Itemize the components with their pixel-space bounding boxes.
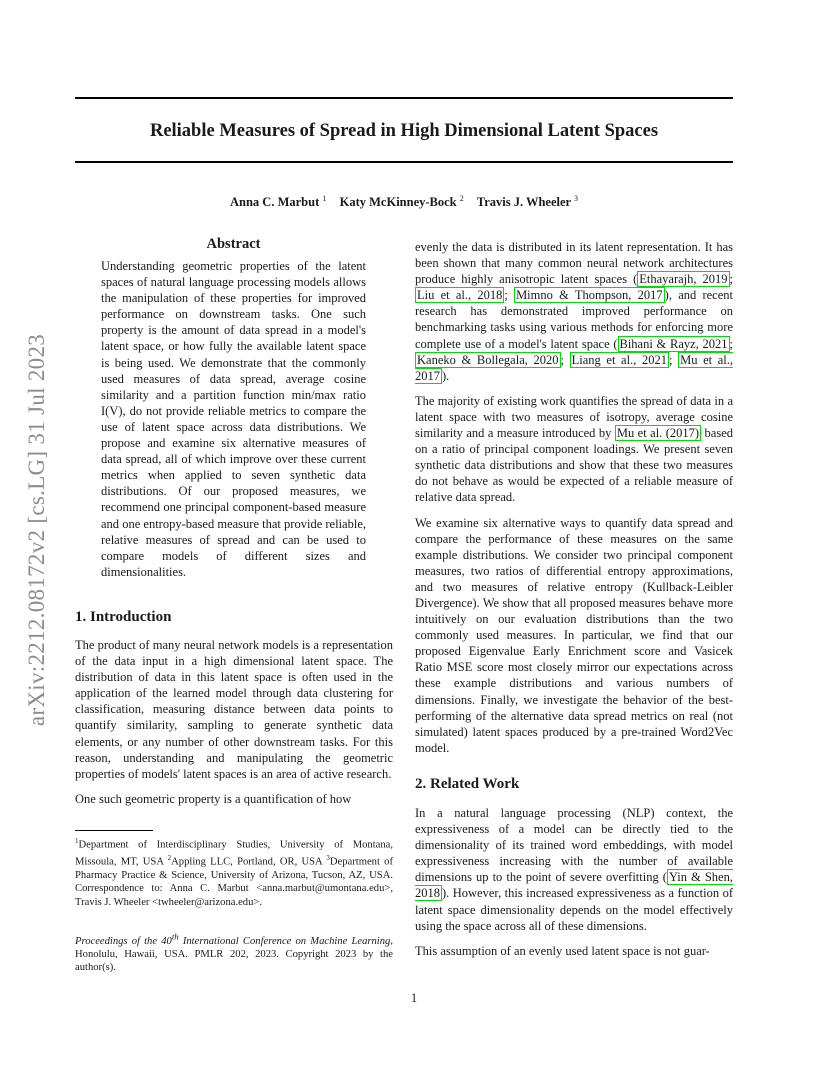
citation-link[interactable]: Mimno & Thompson, 2017 [516,288,663,303]
author-affiliation-mark: 3 [574,194,578,203]
introduction-heading: 1. Introduction [75,609,172,625]
paragraph: In a natural language processing (NLP) context, the expressiveness of a model can be directly tied to the dimensionality of its trained word embeddings, with model expressiveness increasing with the number of available dimensions up to the point of severe overfitting ( Yin & Shen, 2018 ). However, this increased expressiveness as a function of latent space dimensionality depends on the model effectively using the space across all of these dimensions. [415,806,733,933]
proceedings-note: Proceedings of the 40th International Conference on Machine Learning, Honolulu, Hawaii, USA. PMLR 202, 2023. Copyright 2023 by the author(s). [75,931,393,974]
author-list [75,190,733,211]
citation-link[interactable]: Liu et al., 2018 [417,288,503,303]
author-name: Travis J. Wheeler [476,195,571,210]
related-work-heading: 2. Related Work [415,776,520,792]
citation-link[interactable]: Mu et al. (2017) [616,426,700,441]
paragraph: One such geometric property is a quantification of how [75,791,352,806]
footnote-rule [75,830,153,831]
abstract-text: Understanding geometric properties of the latent spaces of natural language processing models allows the manipulation of these properties for improved performance on downstream tasks. One such property is the amount of data spread in a model's latent space, or how fully the available latent space is being used. We demonstrate that the commonly used measures of data spread, average cosine similarity and a partition function min/max ratio I(V), do not provide reliable metrics to compare the use of latent space across data distributions. We propose and examine six alternative measures of data spread, all of which improve over these current metrics when applied to seven synthetic data distributions. Of our proposed measures, we recommend one principal component-based measure and one entropy-based measure that provide reliable, relative measures of spread and can be used to compare models of different sizes and dimensionalities. [101,259,366,579]
arxiv-sidebar [24,300,50,760]
introduction-body [75,637,393,816]
paper-title: Reliable Measures of Spread in High Dimensional Latent Spaces [149,121,659,141]
citation-link[interactable]: Ethayarajh, 2019 [639,272,728,287]
right-column-body [415,239,733,765]
citation-link[interactable]: Mu et al., 2017 [415,352,733,383]
citation-link[interactable]: Yin & Shen, 2018 [415,870,733,901]
author-name: Anna C. Marbut [229,195,320,210]
arxiv-identifier: arXiv:2212.08172v2 [cs.LG] 31 Jul 2023 [24,333,49,727]
paragraph: The product of many neural network models is a representation of the data input in a high dimensional latent space. The distribution of data in this latent space is often used in the application of the learned model through data clustering for classification, measuring distance between data points to quantify similarity, sampling to generate synthetic data elements, or any number of other downstream tasks. For this reason, understanding and manipulating the geometric properties of models' latent spaces is an area of active research. [75,638,393,781]
affiliation-footnote: $^1$Department of Interdisciplinary Studies, University of Montana, Missoula, MT, USA $^2$Appling LLC, Portland, OR, USA $^3$Department of Pharmacy Practice & Science, University of Arizona, Tucson, AZ, USA. Correspondence to: Anna C. Marbut <anna.marbut@umontana.edu>, Travis J. Wheeler <twheeler@arizona.edu>. [75,837,393,908]
citation-link[interactable]: Kaneko & Bollegala, 2020 [417,352,559,367]
related-work-body [415,805,733,968]
title-top-rule [75,97,733,99]
paragraph: We examine six alternative ways to quantify data spread and compare the performance of these measures on the same example distributions. We consider two principal component measures, two ratios of differential entropy approximations, and two measures of relative entropy (Kullback-Leibler Divergence). We show that all proposed measures behave more intuitively on our evaluation distributions than the two commonly used measures. In particular, we find that our proposed Eigenvalue Early Enrichment score and Vasicek Ratio MSE score most closely mirror our expectations across these example distributions and various numbers of dimensions. Finally, we investigate the behavior of the best-performing of the alternative data spread metrics on real (not simulated) latent spaces produced by a pre-trained Word2Vec model. [415,515,733,755]
page-number: 1 [410,991,418,1005]
paragraph: evenly the data is distributed in its latent representation. It has been shown that many common neural network architectures produce highly anisotropic latent spaces ( Ethayarajh, 2019 ; Liu et al., 2018 ; Mimno & Thompson, 2017 ), and recent research has demonstrated improved performance on benchmarking tasks using various methods for enforcing more complete use of a model's latent space ( Bihani & Rayz, 2021 ; Kaneko & Bollegala, 2020 ; Liang et al., 2021 ; Mu et al., 2017 ). [415,240,733,383]
author-name: Katy McKinney-Bock [339,195,457,210]
author-affiliation-mark: 1 [322,194,327,203]
citation-link[interactable]: Liang et al., 2021 [571,352,667,367]
title-bottom-rule [75,161,733,163]
paragraph: The majority of existing work quantifies the spread of data in a latent space with two measures of isotropy, average cosine similarity and a measure introduced by Mu et al. (2017) based on a ratio of principal component loadings. We present seven synthetic data distributions and show that these two measures do not behave as would be expected of a reliable measure of relative data spread. [415,393,734,505]
abstract-heading: Abstract [206,236,261,252]
paragraph: This assumption of an evenly used latent space is not guar- [415,943,710,958]
author-affiliation-mark: 2 [459,194,464,203]
citation-link[interactable]: Bihani & Rayz, 2021 [619,336,728,351]
